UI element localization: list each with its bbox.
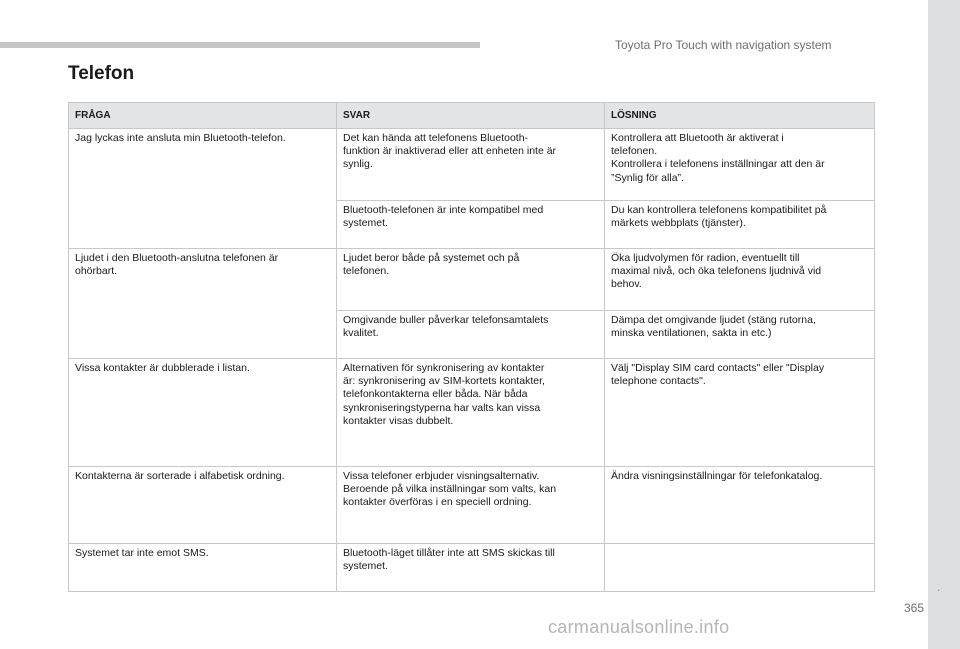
watermark: carmanualsonline.info <box>548 617 730 637</box>
table-row <box>69 544 875 592</box>
answer-cell <box>337 129 605 201</box>
solution-text: Öka ljudvolymen för radion, eventuellt till maximal nivå, och öka telefonens ljudnivå vid behov. <box>611 252 822 291</box>
table-row <box>69 359 875 467</box>
table-row <box>69 249 875 311</box>
answer-text: Alternativen för synkronisering av kontakter är: synkronisering av SIM-kortets kontakter, telefonkontakterna eller båda. När båda synkroniseringstyperna har valts kan vissa kontakter visas dubbelt. <box>343 362 545 427</box>
column-header-solution: LÖSNING <box>605 103 875 129</box>
answer-text: Bluetooth-telefonen är inte kompatibel med systemet. <box>343 204 544 230</box>
solution-cell <box>605 129 875 201</box>
question-cell <box>69 129 337 249</box>
solution-cell <box>605 201 875 249</box>
answer-text: Det kan hända att telefonens Bluetooth- funktion är inaktiverad eller att enheten inte är synlig. <box>343 132 557 171</box>
solution-text: Du kan kontrollera telefonens kompatibilitet på märkets webbplats (tjänster). <box>611 204 827 230</box>
answer-cell <box>337 201 605 249</box>
answer-text: Vissa telefoner erbjuder visningsalternativ. Beroende på vilka inställningar som valts, kan kontakter överföras i en speciell ordning. <box>343 470 557 509</box>
question-text: Vissa kontakter är dubblerade i listan. <box>75 362 250 374</box>
page-number: 365 <box>903 601 924 615</box>
solution-text: Välj "Display SIM card contacts" eller "Display telephone contacts". <box>611 362 825 388</box>
column-header-answer: SVAR <box>337 103 605 129</box>
question-cell <box>69 544 337 592</box>
answer-cell <box>337 467 605 544</box>
page-marker-dot: . <box>937 580 941 594</box>
answer-cell <box>337 544 605 592</box>
answer-text: Ljudet beror både på systemet och på telefonen. <box>343 252 520 278</box>
solution-text: Ändra visningsinställningar för telefonkatalog. <box>611 470 823 482</box>
header-title: Toyota Pro Touch with navigation system <box>615 38 832 52</box>
solution-cell <box>605 249 875 311</box>
answer-cell <box>337 359 605 467</box>
section-title: Telefon <box>68 63 135 84</box>
column-header-question: FRÅGA <box>69 103 337 129</box>
solution-text: Dämpa det omgivande ljudet (stäng rutorna, minska ventilationen, sakta in etc.) <box>611 314 816 340</box>
question-text: Systemet tar inte emot SMS. <box>75 547 209 559</box>
question-text: Ljudet i den Bluetooth-anslutna telefonen är ohörbart. <box>75 252 279 278</box>
solution-cell <box>605 467 875 544</box>
question-cell <box>69 249 337 359</box>
table-row <box>69 467 875 544</box>
solution-text: Kontrollera att Bluetooth är aktiverat i telefonen. Kontrollera i telefonens inställningar att den är ”Synlig för alla”. <box>611 132 825 184</box>
solution-cell <box>605 311 875 359</box>
answer-text: Bluetooth-läget tillåter inte att SMS skickas till systemet. <box>343 547 555 573</box>
table-row <box>69 129 875 201</box>
solution-cell <box>605 544 875 592</box>
question-text: Kontakterna är sorterade i alfabetisk ordning. <box>75 470 285 482</box>
answer-cell <box>337 311 605 359</box>
header-rule <box>0 42 480 48</box>
question-cell <box>69 359 337 467</box>
solution-cell <box>605 359 875 467</box>
page-side-strip <box>928 0 960 649</box>
answer-cell <box>337 249 605 311</box>
question-text: Jag lyckas inte ansluta min Bluetooth-telefon. <box>75 132 286 144</box>
table-header-row <box>69 103 875 129</box>
question-cell <box>69 467 337 544</box>
answer-text: Omgivande buller påverkar telefonsamtalets kvalitet. <box>343 314 549 340</box>
troubleshooting-table <box>68 102 875 592</box>
